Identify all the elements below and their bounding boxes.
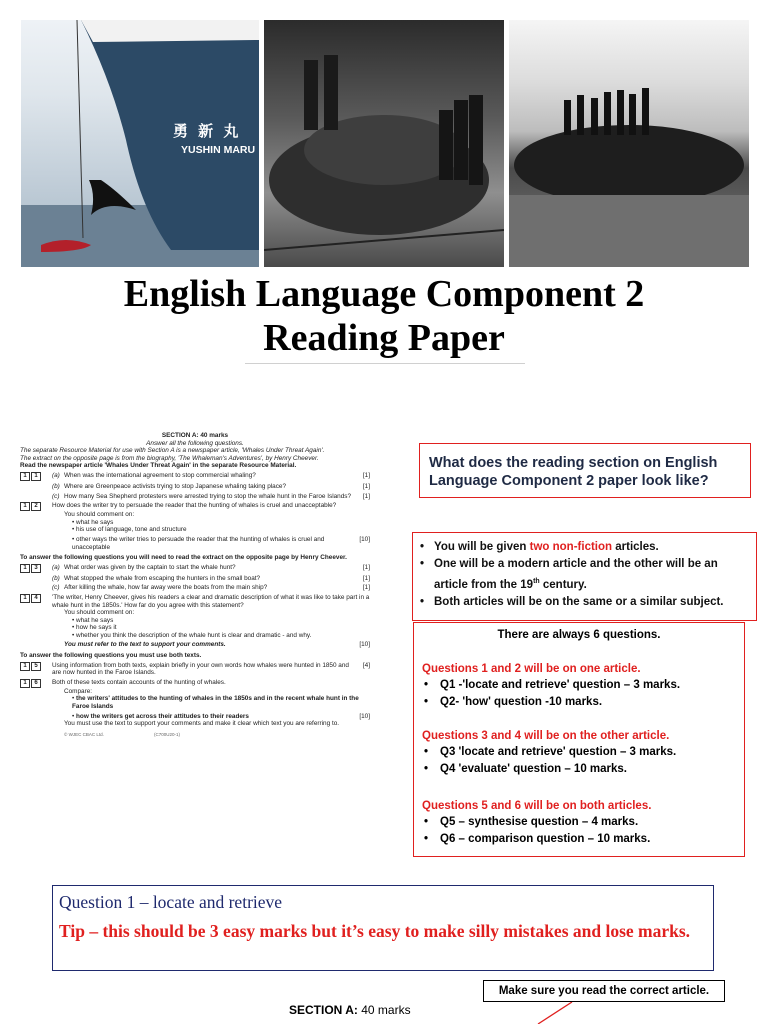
question-text: What does the reading section on English Language Component 2 paper look like? <box>429 455 718 489</box>
exam-read-instruction-2: To answer the following questions you will need to read the extract on the opposite page by Henry Cheever. <box>20 554 347 562</box>
articles-bullet-2: • One will be a modern article and the other will be an article from the 19th century. <box>420 556 752 594</box>
structure-group-1: Questions 1 and 2 will be on one article. • Q1 -'locate and retrieve' question – 3 marks. • Q2- 'how' question -10 marks. <box>422 661 742 711</box>
question-structure-box <box>413 622 745 857</box>
arrow-icon <box>520 1002 580 1024</box>
exam-q14: 1 4 'The writer, Henry Cheever, gives his readers a clear and dramatic description of what it was like to take part in a whale hunt in the 1850s.' How far do you agree with this statement? <box>20 594 370 609</box>
ship-name: YUSHIN MARU <box>181 144 256 156</box>
exam-section-heading: SECTION A: 40 marks <box>161 432 229 439</box>
page-title <box>0 272 768 360</box>
question-1-tip: Tip – this should be 3 easy marks but it’s easy to make silly mistakes and lose marks. <box>59 921 691 941</box>
question-box <box>419 443 751 498</box>
articles-info-box <box>412 532 757 621</box>
exam-instruction: Answer all the following questions. <box>146 439 244 447</box>
section-a-footer: SECTION A: 40 marks <box>289 1003 411 1017</box>
correct-article-note: Make sure you read the correct article. <box>483 980 725 1002</box>
question-1-box <box>52 885 714 971</box>
whaling-ship-photo <box>21 20 259 267</box>
question-1-heading: Question 1 – locate and retrieve <box>59 892 283 912</box>
articles-bullet-3: • Both articles will be on the same or a similar subject. <box>420 594 752 611</box>
title-line-2: Reading Paper <box>263 317 505 359</box>
title-divider <box>245 363 525 364</box>
exam-q15: 1 5 Using information from both texts, explain briefly in your own words how whales were hunted in 1850 and are now hunted in the Faroe Islands. [4] <box>20 662 370 677</box>
structure-group-3: Questions 5 and 6 will be on both articles. • Q5 – synthesise question – 4 marks. • Q6 – comparison question – 10 marks. <box>422 798 742 848</box>
exam-q12: 1 2 How does the writer try to persuade the reader that the hunting of whales is cruel and unacceptable? <box>20 502 370 511</box>
ship-kanji: 勇 新 丸 <box>173 123 242 140</box>
beached-whale-photo <box>509 20 749 267</box>
title-line-1: English Language Component 2 <box>123 273 645 315</box>
exam-intro-1: The separate Resource Material for use with Section A is a newspaper article, 'Whales Under Threat Again'. <box>20 447 325 455</box>
exam-q13: 1 3 (a) What order was given by the captain to start the whale hunt? [1] <box>20 564 370 573</box>
articles-bullet-1: • You will be given two non-fiction articles. <box>420 539 752 556</box>
structure-group-2: Questions 3 and 4 will be on the other article. • Q3 'locate and retrieve' question – 3 marks. • Q4 'evaluate' question – 10 marks. <box>422 728 742 778</box>
exam-intro-2: The extract on the opposite page is from the biography, 'The Whaleman's Adventures', by Henry Cheever. <box>20 454 319 462</box>
whale-hunters-photo <box>264 20 504 267</box>
exam-read-instruction-1: Read the newspaper article 'Whales Under Threat Again' in the separate Resource Material. <box>20 462 297 470</box>
exam-q16: 1 6 Both of these texts contain accounts of the hunting of whales. <box>20 679 370 688</box>
structure-heading: There are always 6 questions. <box>497 629 661 641</box>
exam-page-snapshot: SECTION A: 40 marks Answer all the following questions. The separate Resource Material for use with Section A is a newspaper article, 'Whales Under Threat Again'. The extract on the opposite page is from the biography, 'The Whaleman's Adventures', by Henry Cheever. Read the newspaper article 'Whales Under Threat Again' in the separate Resource Material. 1 1 (a) When was the international agreement to stop commercial whaling? [1] (b) Where are Greenpeace activists trying to stop Japanese whaling taking place? [1] (c) How many Sea Shepherd protesters were arrested trying to stop the whale hunt in the Faroe Islands? [1] 1 2 How does the writer try to persuade the reader that the hunting of whales is cruel and unacceptable? You should comment on: • what he says • his use of language, tone and structure • other ways the writer tries to persuade the reader that the hunting of whales is cruel and unacceptable [10] To answer the following questions you will need to read the extract on the opposite page by Henry Cheever. 1 3 (a) What order was given by the captain to start the whale hunt? [1] (b) What stopped the whale from escaping the hunters in the small boat? [1] (c) After killing the whale, how far away were the boats from the main ship? [1] 1 4 'The writer, Henry Cheever, gives his readers a clear and dramatic description of what it was like to take part in a whale hunt in the 1850s.' How far do you agree with this statement? You should comment on: • what he says • how he says it • whether you think the description of the whale hunt is clear and dramatic - and why. You must refer to the text to support your comments. [10] To answer the following questions you must use both texts. 1 5 Using information from both texts, explain briefly in your own words how whales were hunted in 1850 and are now hunted in the Faroe Islands. [4] 1 6 Both of these texts contain accounts of the hunting of whales. Compare: • the writers' attitudes to the hunting of whales in the 1850s and in the recent whale hunt in the Faroe Islands • how the writers get across their attitudes to their readers [10] You must use the text to support your comments and make it clear which text you are referring to. © WJEC CBAC Ltd. (C700U20-1) <box>20 432 370 737</box>
exam-read-instruction-3: To answer the following questions you must use both texts. <box>20 652 202 660</box>
exam-q11: 1 1 (a) When was the international agreement to stop commercial whaling? [1] <box>20 472 370 481</box>
